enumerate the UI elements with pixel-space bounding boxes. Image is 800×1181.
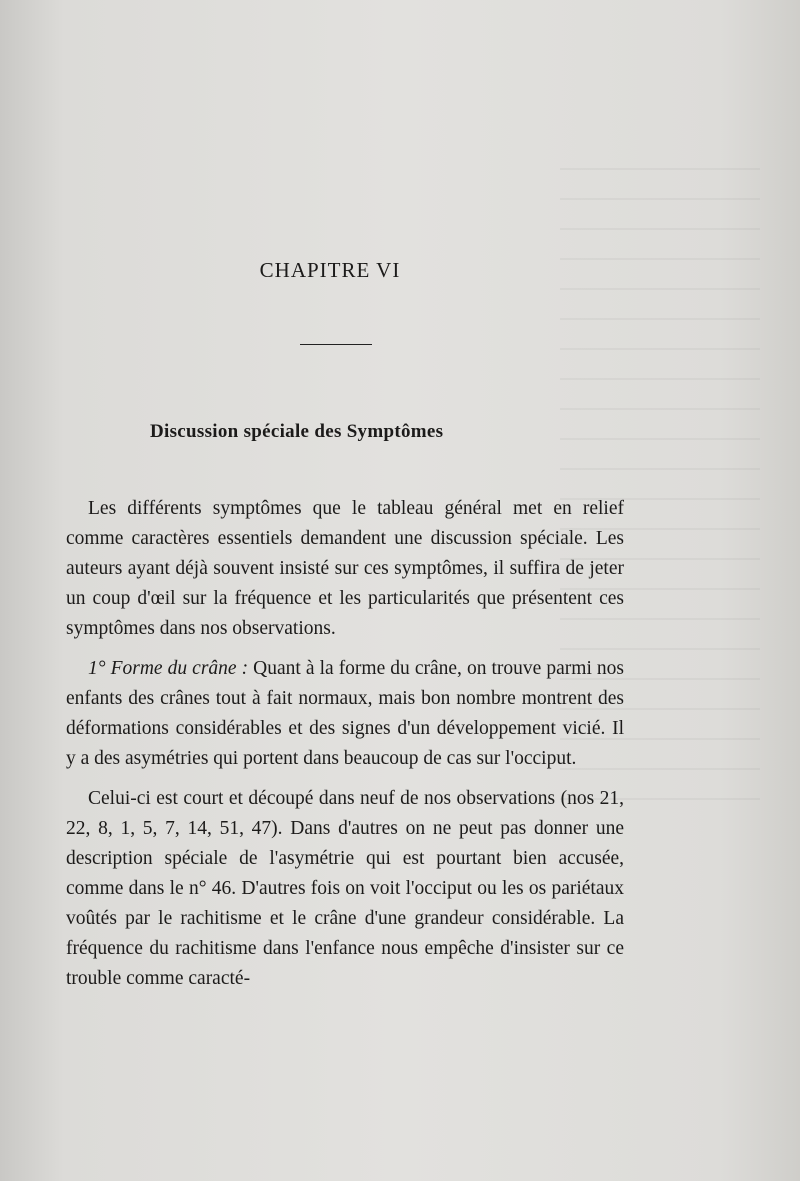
paragraph-body: Quant à la forme du crâne, on trouve parmi nos enfants des crânes tout à fait normaux, mais bon nombre montrent des déformations considérables et des signes d'un développement vicié. Il y a des asymétries qui portent dans beaucoup de cas sur l'occiput. [66, 658, 624, 769]
section-title: Discussion spéciale des Symptômes [150, 421, 444, 442]
paragraph-intro: Les différents symptômes que le tableau général met en relief comme caractères essentiels demandent une discussion spéciale. Les auteurs ayant déjà souvent insisté sur ces symptômes, il suffira de jeter un coup d'œil sur la fréquence et les particularités que présentent ces symptômes dans nos observations. [66, 498, 624, 639]
chapter-rule [300, 344, 372, 345]
chapter-heading: CHAPITRE VI [259, 258, 401, 282]
paragraph-lead: 1° Forme du crâne : [88, 658, 249, 679]
body-text [66, 494, 624, 1004]
paragraph-occiput: Celui-ci est court et découpé dans neuf de nos observations (nos 21, 22, 8, 1, 5, 7, 14, 51, 47). Dans d'autres on ne peut pas donner une description spéciale de l'asymétrie qui est pourtant bien accusée, comme dans le n° 46. D'autres fois on voit l'occiput ou les os pariétaux voûtés par le rachitisme et le crâne d'une grandeur considérable. La fréquence du rachitisme dans l'enfance nous empêche d'insister sur ce trouble comme caracté- [66, 788, 624, 989]
paragraph-forme-du-crane [66, 654, 624, 774]
